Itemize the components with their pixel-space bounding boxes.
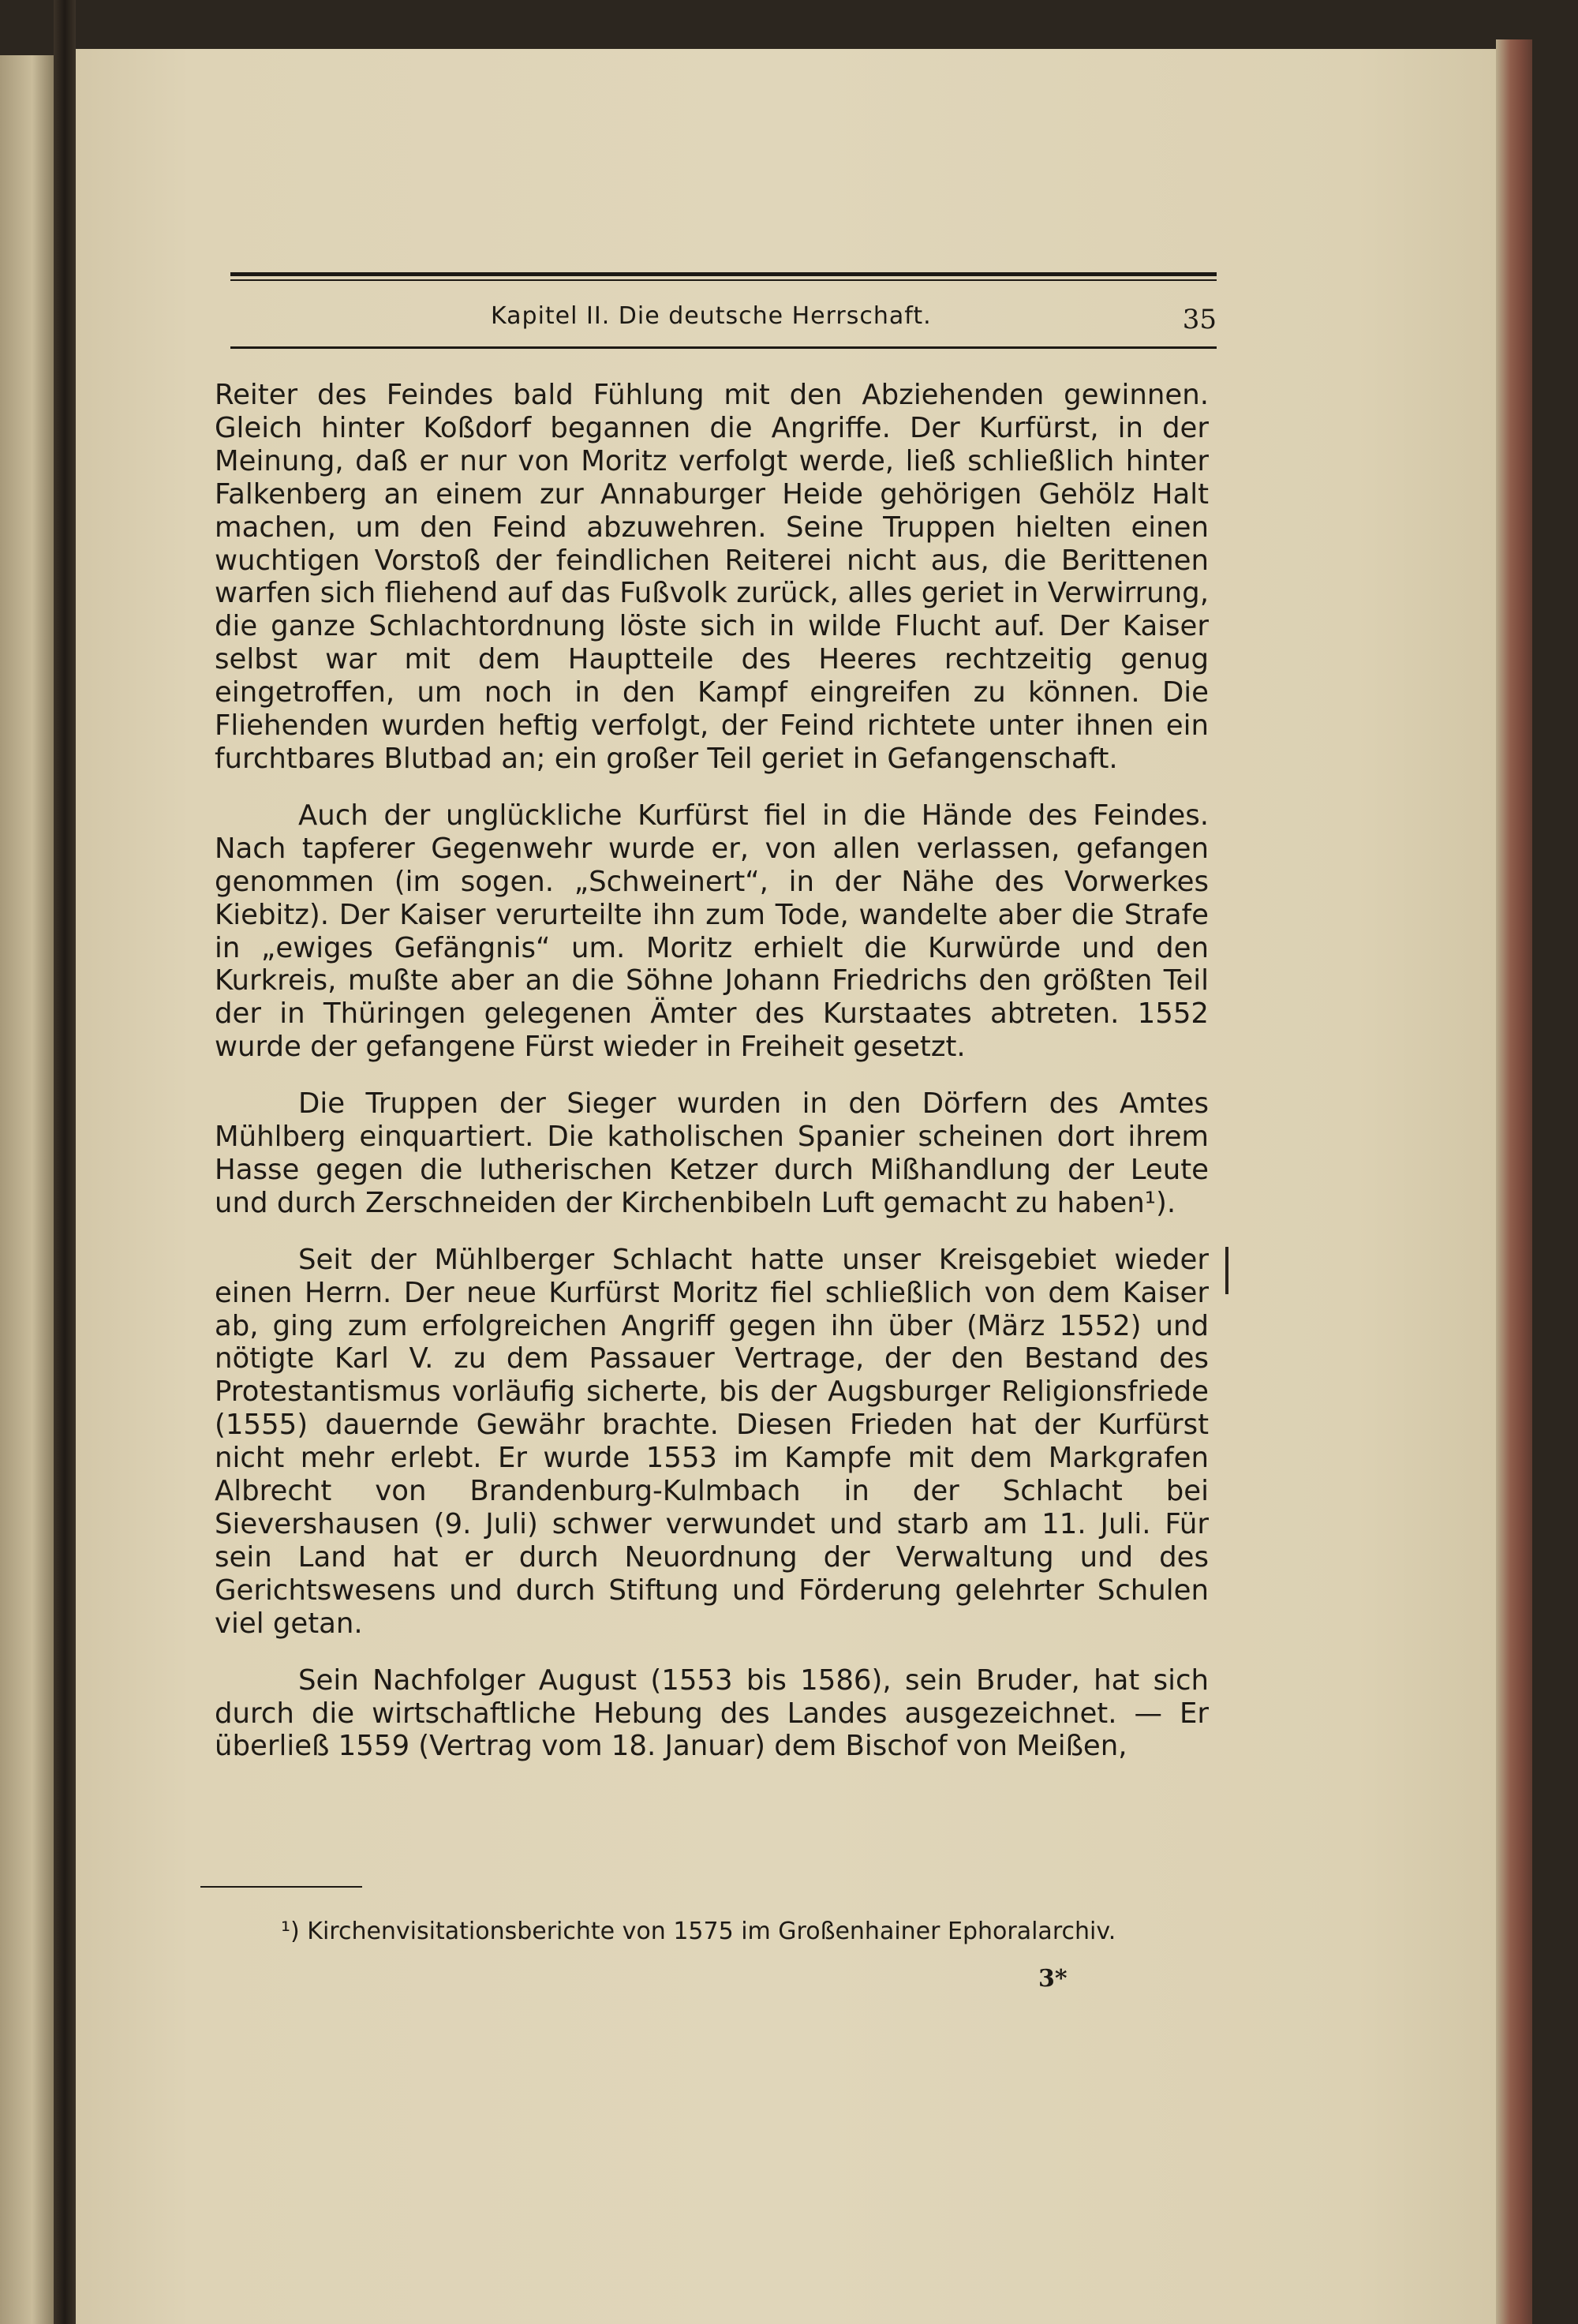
header-rule-top-thin: [230, 279, 1217, 281]
body-text: [215, 379, 1209, 1763]
page-block-edge: [1496, 39, 1532, 2324]
paragraph: Sein Nachfolger August (1553 bis 1586), sein Bruder, hat sich durch die wirtschaftliche Hebung des Landes ausgezeichnet. — Er überließ 1559 (Vertrag vom 18. Januar) dem Bischof von Meißen,: [215, 1663, 1209, 1763]
footnote: ¹) Kirchenvisitationsberichte von 1575 im Großenhainer Ephoralarchiv.: [281, 1918, 1116, 1945]
signature-mark: 3*: [1038, 1965, 1068, 1993]
paragraph: Seit der Mühlberger Schlacht hatte unser Kreisgebiet wieder einen Herrn. Der neue Kurfürst Moritz fiel schließlich von dem Kaiser ab, ging zum erfolgreichen Angriff gegen ihn über (März 1552) und nötigte Karl V. zu dem Passauer Vertrage, der den Bestand des Protestantismus vorläufig sicherte, bis der Augsburger Religionsfriede (1555) dauernde Gewähr brachte. Diesen Frieden hat der Kurfürst nicht mehr erlebt. Er wurde 1553 im Kampfe mit dem Markgrafen Albrecht von Brandenburg-Kulmbach in der Schlacht bei Sievershausen (9. Juli) schwer verwundet und starb am 11. Juli. Für sein Land hat er durch Neuordnung der Verwaltung und des Gerichtswesens und durch Stiftung und Förderung gelehrter Schulen viel getan.: [215, 1243, 1209, 1640]
header-rule-top: [230, 272, 1217, 276]
paragraph: Reiter des Feindes bald Fühlung mit den Abziehenden gewinnen. Gleich hinter Koßdorf begannen die Angriffe. Der Kurfürst, in der Meinung, daß er nur von Moritz verfolgt werde, ließ schließlich hinter Falkenberg an einem zur Annaburger Heide gehörigen Gehölz Halt machen, um den Feind abzuwehren. Seine Truppen hielten einen wuchtigen Vorstoß der feindlichen Reiterei nicht aus, die Berittenen warfen sich fliehend auf das Fußvolk zurück, alles geriet in Verwirrung, die ganze Schlachtordnung löste sich in wilde Flucht auf. Der Kaiser selbst war mit dem Hauptteile des Heeres rechtzeitig genug eingetroffen, um noch in den Kampf eingreifen zu können. Die Fliehenden wurden heftig verfolgt, der Feind richtete unter ihnen ein furchtbares Blutbad an; ein großer Teil geriet in Gefangenschaft.: [215, 379, 1209, 775]
running-title: Kapitel II. Die deutsche Herrschaft.: [491, 302, 932, 330]
previous-page-edge: [0, 55, 54, 2324]
book-gutter: [54, 0, 76, 2324]
footnote-rule: [200, 1886, 362, 1888]
paragraph: Die Truppen der Sieger wurden in den Dörfern des Amtes Mühlberg einquartiert. Die katholischen Spanier scheinen dort ihrem Hasse gegen die lutherischen Ketzer durch Mißhandlung der Leute und durch Zerschneiden der Kirchenbibeln Luft gemacht zu haben¹).: [215, 1087, 1209, 1219]
header-rule-bottom: [230, 346, 1217, 349]
page-number: 35: [1182, 304, 1217, 335]
paragraph: Auch der unglückliche Kurfürst fiel in die Hände des Feindes. Nach tapferer Gegenwehr wurde er, von allen verlassen, gefangen genommen (im sogen. „Schweinert“, in der Nähe des Vorwerkes Kiebitz). Der Kaiser verurteilte ihn zum Tode, wandelte aber die Strafe in „ewiges Gefängnis“ um. Moritz erhielt die Kurwürde und den Kurkreis, mußte aber an die Söhne Johann Friedrichs den größten Teil der in Thüringen gelegenen Ämter des Kurstaates abtreten. 1552 wurde der gefangene Fürst wieder in Freiheit gesetzt.: [215, 799, 1209, 1064]
running-header: [230, 272, 1217, 353]
margin-mark: [1225, 1247, 1228, 1294]
